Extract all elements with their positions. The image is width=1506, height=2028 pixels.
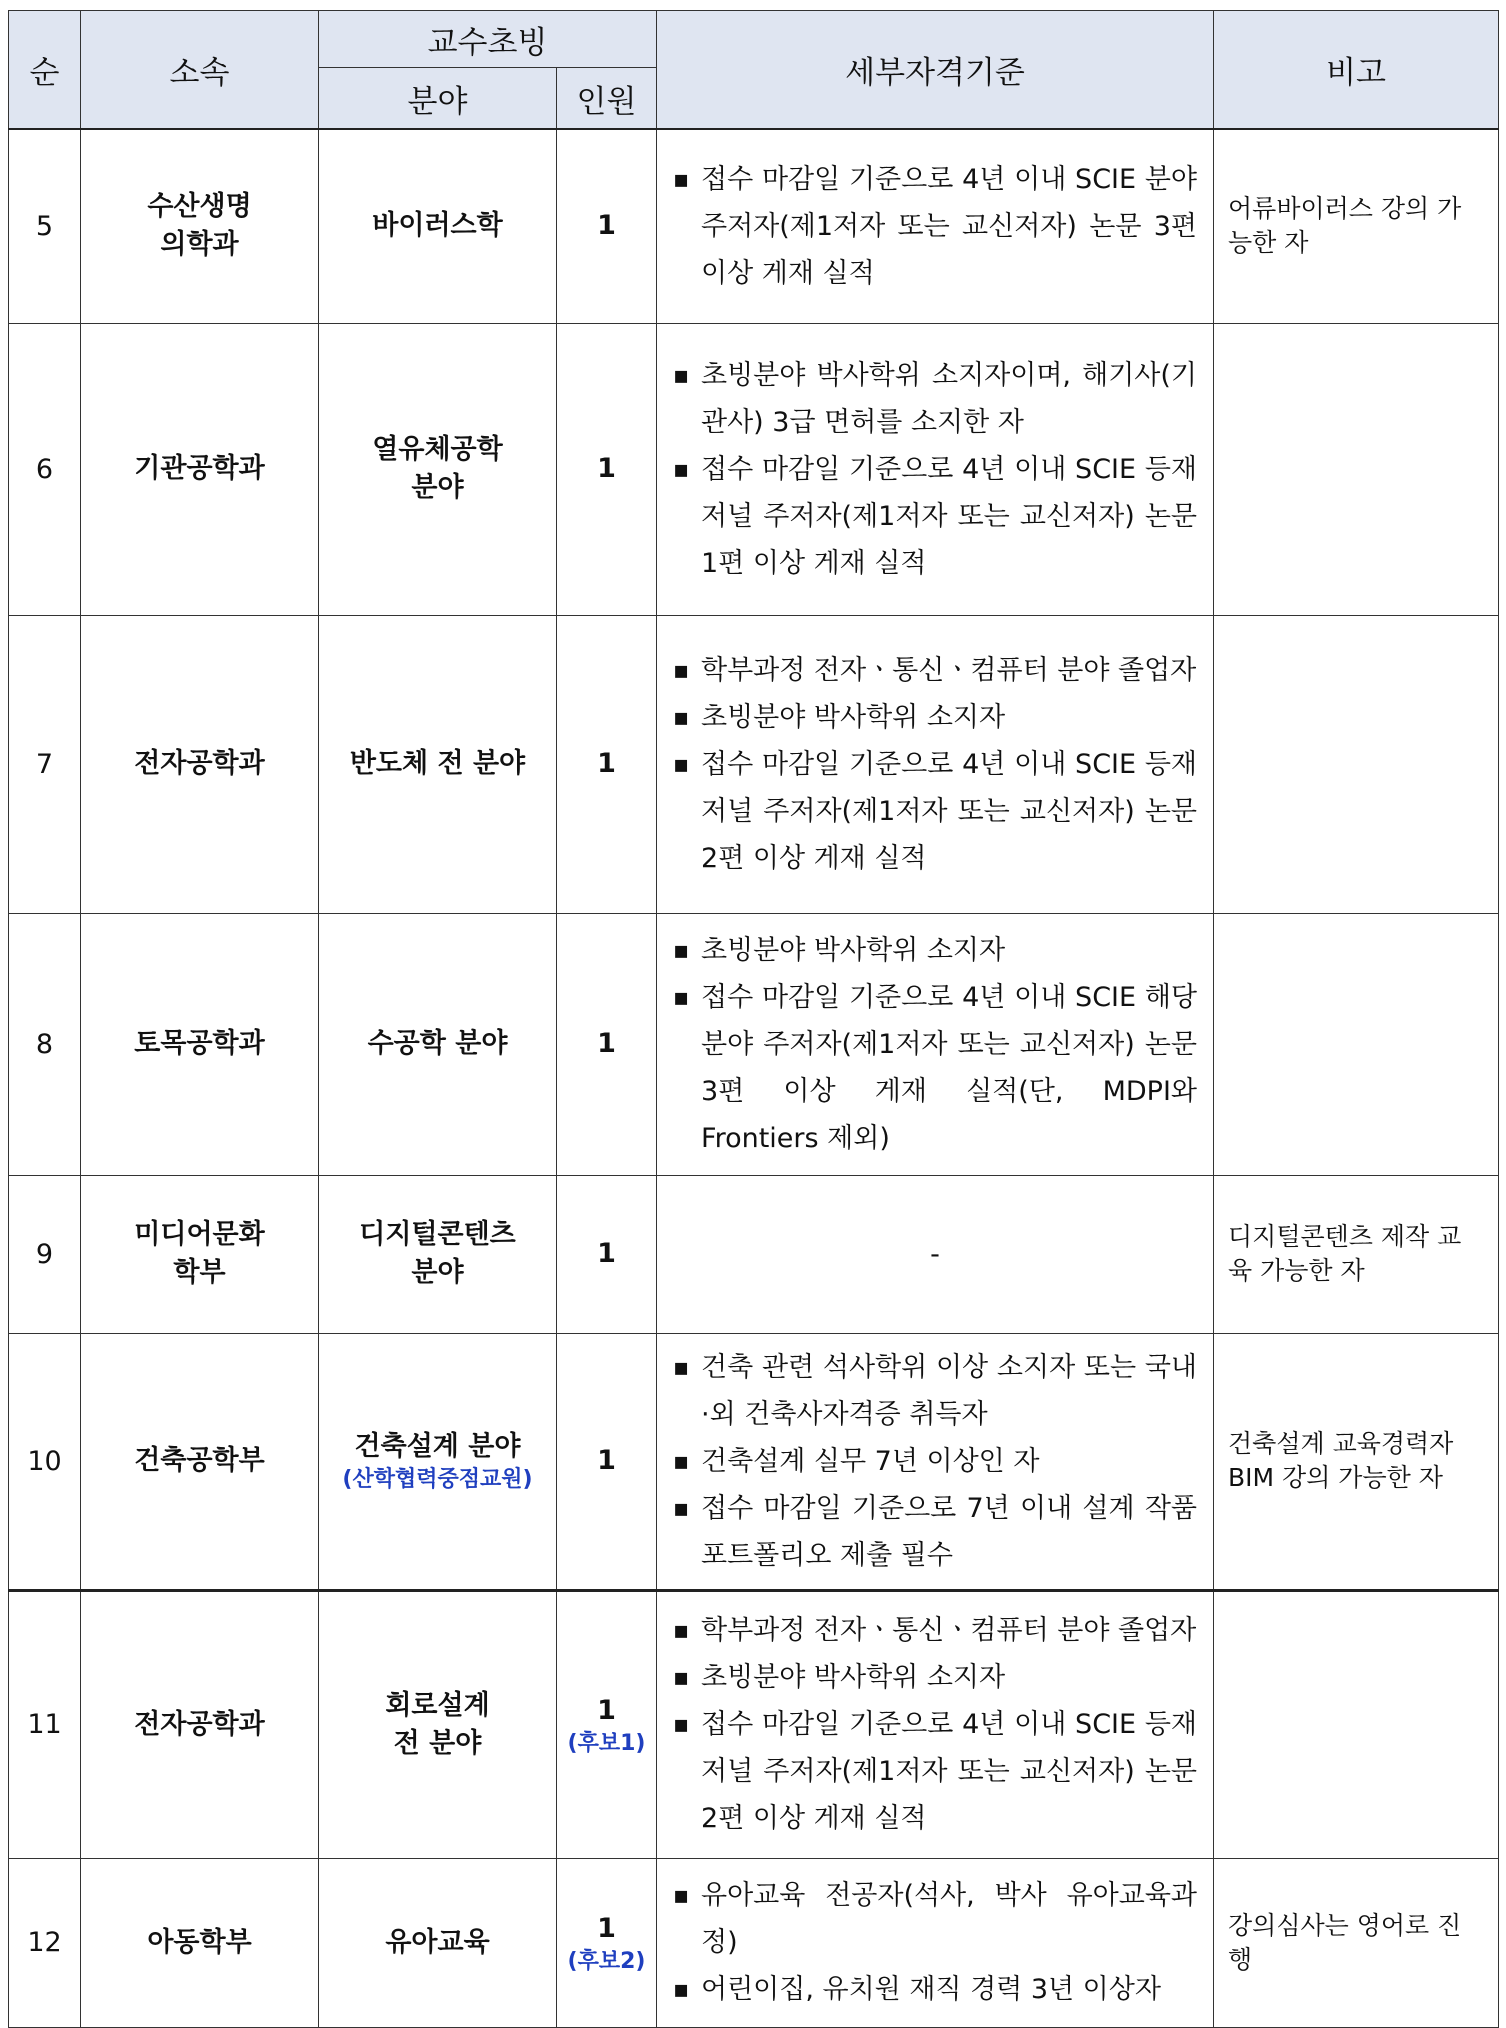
criteria-item: ▪ 유아교육 전공자(석사, 박사 유아교육과정) — [673, 1872, 1197, 1966]
criteria-cell — [657, 1333, 1214, 1590]
table-row — [9, 615, 1499, 913]
note-cell — [1214, 1175, 1499, 1333]
row-number — [9, 1590, 81, 1858]
criteria-item: ▪ 초빙분야 박사학위 소지자 — [673, 694, 1197, 741]
count-cell — [557, 1333, 657, 1590]
criteria-item: ▪ 접수 마감일 기준으로 4년 이내 SCIE 등재 저널 주저자(제1저자 또는 교신저자) 논문 2편 이상 게재 실적 — [673, 741, 1197, 882]
note-text: 디지털콘텐츠 제작 교육 가능한 자 — [1228, 1222, 1462, 1285]
count-cell — [557, 1175, 657, 1333]
criteria-cell — [657, 615, 1214, 913]
department-name: 아동학부 — [147, 1926, 252, 1958]
row-number-text: 11 — [27, 1709, 62, 1740]
note-cell — [1214, 129, 1499, 323]
header-field: 분야 — [319, 68, 557, 130]
note-text: 강의심사는 영어로 진행 — [1228, 1910, 1462, 1974]
field-cell — [319, 615, 557, 913]
table-row — [9, 1333, 1499, 1590]
department-cell — [81, 129, 319, 323]
department-name: 전자공학과 — [134, 1708, 265, 1740]
count-value: 1 — [597, 1445, 616, 1476]
header-criteria: 세부자격기준 — [657, 11, 1214, 130]
table-row — [9, 913, 1499, 1175]
count-value: 1 — [597, 1238, 616, 1269]
field-name: 반도체 전 분야 — [349, 748, 526, 779]
row-number — [9, 1333, 81, 1590]
department-cell — [81, 1333, 319, 1590]
criteria-list — [673, 1872, 1197, 2013]
count-value: 1 — [597, 1028, 616, 1059]
criteria-cell — [657, 1175, 1214, 1333]
field-name: 유아교육 — [385, 1926, 490, 1958]
row-number — [9, 913, 81, 1175]
criteria-item: ▪ 어린이집, 유치원 재직 경력 3년 이상자 — [673, 1966, 1197, 2013]
count-subtitle: (후보2) — [567, 1948, 646, 1974]
criteria-cell — [657, 1858, 1214, 2027]
table-row — [9, 129, 1499, 323]
criteria-cell — [657, 913, 1214, 1175]
criteria-item: ▪ 학부과정 전자ㆍ통신ㆍ컴퓨터 분야 졸업자 — [673, 647, 1197, 694]
row-number-text: 12 — [27, 1927, 62, 1958]
count-value: 1 — [597, 210, 616, 242]
department-name: 전자공학과 — [134, 748, 265, 779]
count-value: 1 — [597, 1694, 616, 1726]
table-row — [9, 323, 1499, 615]
field-cell — [319, 1590, 557, 1858]
row-number — [9, 1175, 81, 1333]
table-row — [9, 1590, 1499, 1858]
criteria-item: ▪ 학부과정 전자ㆍ통신ㆍ컴퓨터 분야 졸업자 — [673, 1607, 1197, 1654]
field-name: 바이러스학 — [372, 210, 503, 242]
field-name: 회로설계 전 분야 — [385, 1689, 490, 1759]
count-cell — [557, 913, 657, 1175]
count-cell — [557, 323, 657, 615]
field-name: 디지털콘텐츠 분야 — [359, 1219, 516, 1288]
criteria-item: ▪ 접수 마감일 기준으로 4년 이내 SCIE 등재 저널 주저자(제1저자 또는 교신저자) 논문 2편 이상 게재 실적 — [673, 1701, 1197, 1842]
criteria-list — [673, 1607, 1197, 1842]
criteria-list — [673, 927, 1197, 1162]
field-cell — [319, 913, 557, 1175]
header-dept: 소속 — [81, 11, 319, 130]
criteria-item: ▪ 접수 마감일 기준으로 4년 이내 SCIE 등재 저널 주저자(제1저자 또는 교신저자) 논문 1편 이상 게재 실적 — [673, 446, 1197, 587]
header-group: 교수초빙 — [319, 11, 657, 68]
department-cell — [81, 1858, 319, 2027]
row-number — [9, 615, 81, 913]
criteria-cell — [657, 1590, 1214, 1858]
field-name: 열유체공학 분야 — [372, 434, 503, 503]
department-cell — [81, 1590, 319, 1858]
department-name: 수산생명 의학과 — [147, 191, 252, 261]
department-name: 토목공학과 — [134, 1028, 265, 1059]
header-note: 비고 — [1214, 11, 1499, 130]
count-cell — [557, 1858, 657, 2027]
row-number-text: 5 — [35, 210, 54, 242]
field-cell — [319, 1175, 557, 1333]
criteria-item: ▪ 초빙분야 박사학위 소지자이며, 해기사(기관사) 3급 면허를 소지한 자 — [673, 352, 1197, 446]
field-cell — [319, 1333, 557, 1590]
count-value: 1 — [597, 748, 616, 779]
count-cell — [557, 1590, 657, 1858]
field-subtitle: (산학협력중점교원) — [342, 1467, 533, 1492]
count-subtitle: (후보1) — [567, 1730, 646, 1756]
department-name: 기관공학과 — [134, 453, 265, 484]
department-cell — [81, 913, 319, 1175]
criteria-list — [673, 352, 1197, 587]
criteria-item: ▪ 접수 마감일 기준으로 7년 이내 설계 작품 포트폴리오 제출 필수 — [673, 1485, 1197, 1579]
note-cell — [1214, 615, 1499, 913]
criteria-list — [673, 1344, 1197, 1579]
note-cell — [1214, 1333, 1499, 1590]
row-number — [9, 323, 81, 615]
criteria-item: ▪ 접수 마감일 기준으로 4년 이내 SCIE 분야 주저자(제1저자 또는 교신저자) 논문 3편 이상 게재 실적 — [673, 156, 1197, 297]
table-row — [9, 1858, 1499, 2027]
row-number-text: 6 — [35, 453, 54, 485]
field-cell — [319, 1858, 557, 2027]
department-name: 건축공학부 — [134, 1445, 265, 1476]
field-name: 수공학 분야 — [367, 1028, 508, 1059]
note-text: 건축설계 교육경력자 BIM 강의 가능한 자 — [1228, 1429, 1454, 1492]
criteria-item: ▪ 초빙분야 박사학위 소지자 — [673, 1654, 1197, 1701]
criteria-cell — [657, 323, 1214, 615]
criteria-item: ▪ 접수 마감일 기준으로 4년 이내 SCIE 해당분야 주저자(제1저자 또는 교신저자) 논문 3편 이상 게재 실적(단, MDPI와 Frontiers 제외) — [673, 974, 1197, 1162]
count-cell — [557, 615, 657, 913]
field-cell — [319, 129, 557, 323]
note-text: 어류바이러스 강의 가능한 자 — [1228, 194, 1462, 258]
count-value: 1 — [597, 453, 616, 484]
note-cell — [1214, 1590, 1499, 1858]
table-row — [9, 1175, 1499, 1333]
row-number-text: 10 — [27, 1445, 62, 1477]
department-cell — [81, 615, 319, 913]
header-no: 순 — [9, 11, 81, 130]
row-number-text: 7 — [35, 748, 54, 780]
field-name: 건축설계 분야 — [354, 1431, 521, 1462]
department-cell — [81, 1175, 319, 1333]
criteria-item: ▪ 초빙분야 박사학위 소지자 — [673, 927, 1197, 974]
row-number-text: 8 — [35, 1028, 54, 1060]
criteria-item: ▪ 건축 관련 석사학위 이상 소지자 또는 국내·외 건축사자격증 취득자 — [673, 1344, 1197, 1438]
criteria-item: ▪ 건축설계 실무 7년 이상인 자 — [673, 1438, 1197, 1485]
note-cell — [1214, 913, 1499, 1175]
count-cell — [557, 129, 657, 323]
count-value: 1 — [597, 1912, 616, 1944]
note-cell — [1214, 323, 1499, 615]
department-name: 미디어문화 학부 — [134, 1219, 265, 1288]
criteria-empty: - — [930, 1238, 940, 1270]
row-number — [9, 129, 81, 323]
row-number — [9, 1858, 81, 2027]
row-number-text: 9 — [35, 1238, 54, 1270]
field-cell — [319, 323, 557, 615]
note-cell — [1214, 1858, 1499, 2027]
header-count: 인원 — [557, 68, 657, 130]
criteria-list — [673, 647, 1197, 882]
criteria-cell — [657, 129, 1214, 323]
recruitment-table — [8, 10, 1499, 2028]
criteria-list — [673, 156, 1197, 297]
department-cell — [81, 323, 319, 615]
